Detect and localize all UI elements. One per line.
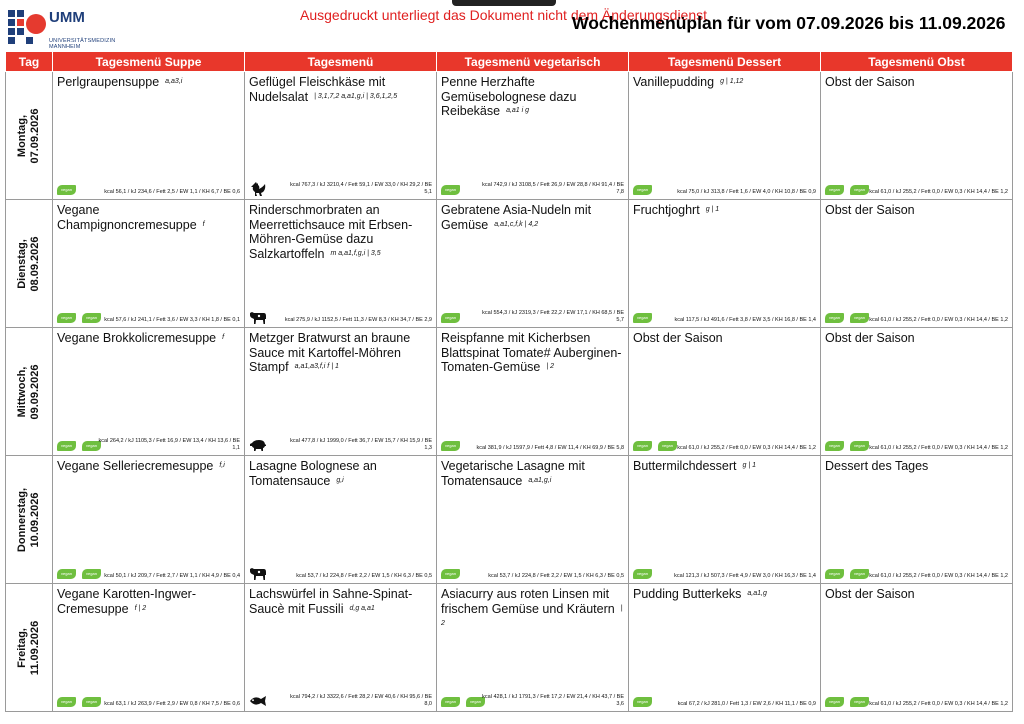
vegan-badge-icon: vegan	[441, 441, 460, 451]
cow-icon	[249, 566, 267, 580]
nutrition-info: kcal 75,0 / kJ 313,8 / Fett 1,6 / EW 4,0 / KH 10,8 / BE 0,9	[677, 189, 816, 195]
weekday-label: Freitag,	[16, 627, 28, 668]
dish-text	[249, 331, 432, 375]
dish-text	[249, 203, 432, 261]
dish-name: Obst der Saison	[633, 331, 723, 345]
dish-text	[441, 203, 624, 232]
vegan-badge-icon: vegan	[57, 185, 76, 195]
logo-subtitle-1: UNIVERSITÄTSMEDIZIN	[49, 38, 116, 44]
badge-group	[441, 185, 460, 195]
vegan-badge-icon: vegan	[825, 185, 844, 195]
dish-name: Asiacurry aus roten Linsen mit frischem Gemüse und Kräutern	[441, 587, 615, 616]
column-header-day: Tag	[6, 52, 53, 72]
dish-name: Pudding Butterkeks	[633, 587, 742, 601]
vegan-badge-icon: vegan	[466, 697, 485, 707]
menu-cell-dessert[interactable]	[629, 328, 821, 456]
allergen-codes: a,a1 i g	[506, 107, 530, 115]
nutrition-info: kcal 63,1 / kJ 263,9 / Fett 2,9 / EW 0,8 / KH 7,5 / BE 0,6	[104, 701, 240, 707]
nutrition-info: kcal 477,8 / kJ 1999,0 / Fett 36,7 / EW 15,7 / KH 15,9 / BE 1,3	[290, 438, 432, 451]
day-cell	[6, 328, 53, 456]
day-label	[16, 236, 42, 291]
allergen-codes: g | 1,12	[720, 78, 744, 86]
vegan-badge-icon: vegan	[850, 697, 869, 707]
dish-name: Vegane Brokkolicremesuppe	[57, 331, 217, 345]
allergen-codes: | 2	[441, 604, 623, 627]
menu-cell-main[interactable]	[245, 72, 437, 200]
vegan-badge-icon: vegan	[633, 185, 652, 195]
dish-text	[57, 203, 240, 232]
nutrition-info: kcal 53,7 / kJ 224,8 / Fett 2,2 / EW 1,5 / KH 6,3 / BE 0,5	[488, 573, 624, 579]
column-header-fruit: Tagesmenü Obst	[821, 52, 1013, 72]
vegan-badge-icon: vegan	[82, 313, 101, 323]
nutrition-info: kcal 742,9 / kJ 3108,5 / Fett 26,9 / EW 28,8 / KH 91,4 / BE 7,8	[482, 182, 624, 195]
dish-text	[57, 587, 240, 616]
column-header-soup: Tagesmenü Suppe	[53, 52, 245, 72]
dish-name: Vanillepudding	[633, 75, 715, 89]
dish-text	[249, 75, 432, 104]
vegan-badge-icon: vegan	[82, 697, 101, 707]
day-label	[16, 620, 42, 674]
dish-name: Vegane Karotten-Ingwer-Cremesuppe	[57, 587, 196, 616]
vegan-badge-icon: vegan	[825, 697, 844, 707]
vegan-badge-icon: vegan	[82, 441, 101, 451]
dish-text	[825, 75, 1008, 90]
dish-name: Fruchtjoghrt	[633, 203, 700, 217]
dish-name: Obst der Saison	[825, 203, 915, 217]
nutrition-info: kcal 67,2 / kJ 281,0 / Fett 1,3 / EW 2,6 / KH 11,1 / BE 0,9	[677, 701, 816, 707]
allergen-codes: f,i	[219, 462, 225, 470]
weekday-label: Montag,	[16, 114, 28, 157]
menu-cell-soup[interactable]	[53, 456, 245, 584]
menu-cell-main[interactable]	[245, 584, 437, 712]
menu-table	[5, 51, 1013, 712]
dish-text	[825, 587, 1008, 602]
nutrition-info: kcal 428,1 / kJ 1791,3 / Fett 17,2 / EW 21,4 / KH 43,7 / BE 3,6	[482, 694, 624, 707]
day-cell	[6, 200, 53, 328]
vegan-badge-icon: vegan	[825, 313, 844, 323]
weekday-label: Dienstag,	[16, 238, 28, 289]
allergen-codes: a,a1,c,f,k | 4,2	[494, 220, 539, 228]
logo-subtitle-2: MANNHEIM	[49, 44, 81, 50]
nutrition-info: kcal 61,0 / kJ 255,2 / Fett 0,0 / EW 0,3 / KH 14,4 / BE 1,2	[869, 701, 1008, 707]
allergen-codes: m a,a1,f,g,i | 3,5	[330, 249, 381, 257]
allergen-codes: a,a1,a3,f,i f | 1	[294, 363, 339, 371]
dish-name: Obst der Saison	[825, 587, 915, 601]
allergen-codes: a,a1,g,i	[528, 476, 552, 484]
vegan-badge-icon: vegan	[633, 569, 652, 579]
menu-cell-fruit[interactable]	[821, 72, 1013, 200]
nutrition-info: kcal 381,9 / kJ 1597,9 / Fett 4,8 / EW 11,4 / KH 69,9 / BE 5,8	[476, 445, 624, 451]
menu-cell-vegetarian[interactable]	[437, 456, 629, 584]
allergen-codes: f	[202, 220, 205, 228]
badge-group	[633, 313, 652, 323]
nutrition-info: kcal 53,7 / kJ 224,8 / Fett 2,2 / EW 1,5 / KH 6,3 / BE 0,5	[296, 573, 432, 579]
dish-text	[441, 331, 624, 375]
nutrition-info: kcal 794,2 / kJ 3322,6 / Fett 28,2 / EW 40,6 / KH 95,6 / BE 8,0	[290, 694, 432, 707]
vegan-badge-icon: vegan	[57, 441, 76, 451]
vegan-badge-icon: vegan	[57, 313, 76, 323]
badge-group	[441, 313, 460, 323]
dish-text	[57, 331, 240, 346]
nutrition-info: kcal 50,1 / kJ 209,7 / Fett 2,7 / EW 1,1 / KH 4,9 / BE 0,4	[104, 573, 240, 579]
dish-text	[57, 75, 240, 90]
dish-name: Vegetarische Lasagne mit Tomatensauce	[441, 459, 585, 488]
column-header-vegetarian: Tagesmenü vegetarisch	[437, 52, 629, 72]
menu-cell-soup[interactable]	[53, 72, 245, 200]
day-label	[16, 364, 42, 419]
allergen-codes: | 2	[546, 363, 555, 371]
nutrition-info: kcal 264,2 / kJ 1105,3 / Fett 16,9 / EW 13,4 / KH 13,6 / BE 1,1	[98, 438, 240, 451]
dish-name: Perlgraupensuppe	[57, 75, 160, 89]
dish-text	[633, 203, 816, 218]
dish-text	[441, 587, 624, 631]
dish-name: Vegane Champignoncremesuppe	[57, 203, 197, 232]
menu-cell-soup[interactable]	[53, 200, 245, 328]
vegan-badge-icon: vegan	[825, 441, 844, 451]
dish-text	[633, 331, 816, 346]
allergen-codes: g,i	[336, 476, 344, 484]
nutrition-info: kcal 117,5 / kJ 491,6 / Fett 3,8 / EW 3,5 / KH 16,8 / BE 1,4	[674, 317, 816, 323]
dish-text	[825, 459, 1008, 474]
vegan-badge-icon: vegan	[633, 441, 652, 451]
allergen-codes: d,g a,a1	[349, 604, 375, 612]
vegan-badge-icon: vegan	[57, 697, 76, 707]
dish-name: Metzger Bratwurst an braune Sauce mit Kartoffel-Möhren Stampf	[249, 331, 411, 374]
dish-text	[441, 75, 624, 119]
page-title: Wochenmenüplan für vom 07.09.2026 bis 11.09.2026	[572, 13, 1006, 33]
vegan-badge-icon: vegan	[441, 569, 460, 579]
day-row	[6, 328, 1013, 456]
weekday-label: Donnerstag,	[16, 487, 28, 552]
column-header-main: Tagesmenü	[245, 52, 437, 72]
menu-cell-main[interactable]	[245, 456, 437, 584]
badge-group	[441, 569, 460, 579]
menu-cell-fruit[interactable]	[821, 584, 1013, 712]
dish-name: Rinderschmorbraten an Meerrettichsauce mit Erbsen-Möhren-Gemüse dazu Salzkartoffeln	[249, 203, 413, 261]
date-label: 07.09.2026	[29, 107, 41, 164]
dish-name: Obst der Saison	[825, 331, 915, 345]
dish-text	[633, 75, 816, 90]
vegan-badge-icon: vegan	[633, 697, 652, 707]
dish-name: Penne Herzhafte Gemüsebolognese dazu Reibekäse	[441, 75, 577, 118]
nutrition-info: kcal 61,0 / kJ 255,2 / Fett 0,0 / EW 0,3 / KH 14,4 / BE 1,2	[869, 189, 1008, 195]
nutrition-info: kcal 554,3 / kJ 2319,3 / Fett 22,2 / EW 17,1 / KH 68,5 / BE 5,7	[482, 310, 624, 323]
dish-name: Reispfanne mit Kicherbsen Blattspinat Tomate# Auberginen-Tomaten-Gemüse	[441, 331, 622, 374]
allergen-codes: g | 1	[742, 462, 757, 470]
nutrition-info: kcal 61,0 / kJ 255,2 / Fett 0,0 / EW 0,3 / KH 14,4 / BE 1,2	[677, 445, 816, 451]
day-label	[16, 108, 42, 163]
menu-cell-dessert[interactable]	[629, 584, 821, 712]
weekday-label: Mittwoch,	[16, 366, 28, 417]
day-row	[6, 584, 1013, 712]
allergen-codes: f	[222, 334, 225, 342]
rooster-icon	[249, 182, 267, 196]
menu-cell-dessert[interactable]	[629, 456, 821, 584]
allergen-codes: | 3,1,7,2 a,a1,g,i | 3,6,1,2,5	[314, 92, 398, 100]
allergen-codes: a,a1,g	[747, 590, 767, 598]
menu-cell-main[interactable]	[245, 200, 437, 328]
dish-name: Obst der Saison	[825, 75, 915, 89]
menu-cell-dessert[interactable]	[629, 72, 821, 200]
day-cell	[6, 584, 53, 712]
date-label: 08.09.2026	[29, 235, 41, 292]
vegan-badge-icon: vegan	[850, 441, 869, 451]
vegan-badge-icon: vegan	[441, 313, 460, 323]
viewer-toolbar[interactable]	[452, 0, 556, 6]
logo-text: UMM	[49, 9, 85, 26]
menu-cell-vegetarian[interactable]	[437, 328, 629, 456]
logo	[8, 10, 115, 50]
vegan-badge-icon: vegan	[658, 441, 677, 451]
badge-group	[633, 697, 652, 707]
menu-cell-main[interactable]	[245, 328, 437, 456]
menu-cell-fruit[interactable]	[821, 456, 1013, 584]
dish-name: Vegane Selleriecremesuppe	[57, 459, 214, 473]
cow-icon	[249, 310, 267, 324]
menu-cell-vegetarian[interactable]	[437, 584, 629, 712]
dish-name: Lasagne Bolognese an Tomatensauce	[249, 459, 377, 488]
badge-group	[441, 441, 460, 451]
dish-text	[249, 459, 432, 488]
day-cell	[6, 72, 53, 200]
nutrition-info: kcal 275,9 / kJ 1152,5 / Fett 11,3 / EW 8,3 / KH 34,7 / BE 2,9	[284, 317, 432, 323]
umm-logo-icon	[8, 10, 46, 48]
menu-cell-vegetarian[interactable]	[437, 200, 629, 328]
nutrition-info: kcal 61,0 / kJ 255,2 / Fett 0,0 / EW 0,3 / KH 14,4 / BE 1,2	[869, 445, 1008, 451]
allergen-codes: f | 2	[134, 604, 147, 612]
nutrition-info: kcal 56,1 / kJ 234,6 / Fett 2,5 / EW 1,1 / KH 6,7 / BE 0,6	[104, 189, 240, 195]
date-label: 09.09.2026	[29, 363, 41, 420]
menu-cell-fruit[interactable]	[821, 200, 1013, 328]
nutrition-info: kcal 61,0 / kJ 255,2 / Fett 0,0 / EW 0,3 / KH 14,4 / BE 1,2	[869, 317, 1008, 323]
date-label: 10.09.2026	[29, 491, 41, 548]
day-cell	[6, 456, 53, 584]
nutrition-info: kcal 61,0 / kJ 255,2 / Fett 0,0 / EW 0,3 / KH 14,4 / BE 1,2	[869, 573, 1008, 579]
vegan-badge-icon: vegan	[57, 569, 76, 579]
dish-name: Lachswürfel in Sahne-Spinat-Saucè mit Fussili	[249, 587, 413, 616]
dish-text	[825, 203, 1008, 218]
vegan-badge-icon: vegan	[633, 313, 652, 323]
nutrition-info: kcal 57,6 / kJ 241,1 / Fett 3,6 / EW 3,3 / KH 1,8 / BE 0,1	[104, 317, 240, 323]
menu-cell-soup[interactable]	[53, 584, 245, 712]
dish-text	[57, 459, 240, 474]
vegan-badge-icon: vegan	[441, 697, 460, 707]
nutrition-info: kcal 767,3 / kJ 3210,4 / Fett 59,1 / EW 33,0 / KH 29,2 / BE 5,1	[290, 182, 432, 195]
dish-name: Buttermilchdessert	[633, 459, 737, 473]
menu-cell-vegetarian[interactable]	[437, 72, 629, 200]
vegan-badge-icon: vegan	[82, 569, 101, 579]
dish-text	[825, 331, 1008, 346]
page-header	[0, 0, 1024, 50]
vegan-badge-icon: vegan	[850, 185, 869, 195]
day-row	[6, 200, 1013, 328]
vegan-badge-icon: vegan	[441, 185, 460, 195]
print-warning: Ausgedruckt unterliegt das Dokument nicht dem Änderungsdienst	[300, 7, 708, 23]
allergen-codes: g | 1	[705, 206, 720, 214]
dish-text	[633, 587, 816, 602]
menu-cell-dessert[interactable]	[629, 200, 821, 328]
table-header-row	[6, 52, 1013, 72]
pig-icon	[249, 438, 267, 452]
dish-text	[441, 459, 624, 488]
date-label: 11.09.2026	[29, 620, 41, 675]
day-row	[6, 72, 1013, 200]
badge-group	[633, 569, 652, 579]
dish-text	[633, 459, 816, 474]
column-header-dessert: Tagesmenü Dessert	[629, 52, 821, 72]
dish-name: Dessert des Tages	[825, 459, 929, 473]
badge-group	[633, 185, 652, 195]
fish-icon	[249, 694, 267, 708]
menu-cell-fruit[interactable]	[821, 328, 1013, 456]
day-label	[16, 487, 42, 551]
menu-cell-soup[interactable]	[53, 328, 245, 456]
vegan-badge-icon: vegan	[825, 569, 844, 579]
dish-text	[249, 587, 432, 616]
dish-name: Geflügel Fleischkäse mit Nudelsalat	[249, 75, 386, 104]
badge-group	[57, 185, 76, 195]
vegan-badge-icon: vegan	[850, 313, 869, 323]
dish-name: Gebratene Asia-Nudeln mit Gemüse	[441, 203, 592, 232]
vegan-badge-icon: vegan	[850, 569, 869, 579]
nutrition-info: kcal 121,3 / kJ 507,3 / Fett 4,9 / EW 3,0 / KH 16,3 / BE 1,4	[674, 573, 816, 579]
allergen-codes: a,a3,i	[165, 78, 183, 86]
day-row	[6, 456, 1013, 584]
